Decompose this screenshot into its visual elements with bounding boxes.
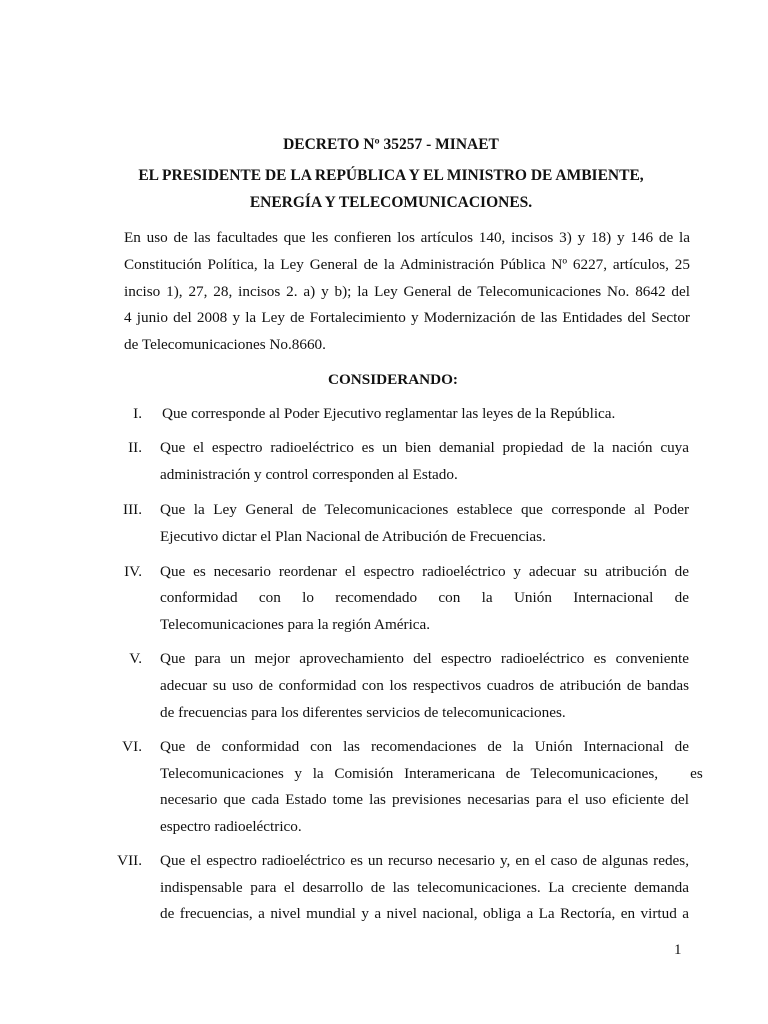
item-line: indispensable para el desarrollo de las telecomunicaciones. La creciente demanda <box>160 879 689 896</box>
item-numeral: VI. <box>122 738 142 755</box>
item-line: Telecomunicaciones para la región América. <box>160 616 431 633</box>
item-line: adecuar su uso de conformidad con los respectivos cuadros de atribución de bandas <box>160 677 689 694</box>
item-line: Que es necesario reordenar el espectro radioeléctrico y adecuar su atribución de <box>160 563 689 580</box>
item-line: administración y control corresponden al Estado. <box>160 466 458 483</box>
item-numeral: II. <box>128 439 142 456</box>
preamble-line: de Telecomunicaciones No.8660. <box>124 336 326 353</box>
item-numeral: III. <box>123 501 142 518</box>
item-line <box>160 589 689 607</box>
item-line: Que el espectro radioeléctrico es un bien demanial propiedad de la nación cuya <box>160 439 689 456</box>
item-line: de frecuencias, a nivel mundial y a nivel nacional, obliga a La Rectoría, en virtud a <box>160 905 689 922</box>
preamble-line: Constitución Política, la Ley General de la Administración Pública Nº 6227, artículos, 25 <box>124 256 690 273</box>
issuer-line-1: EL PRESIDENTE DE LA REPÚBLICA Y EL MINISTRO DE AMBIENTE, <box>138 167 644 184</box>
item-line: Ejecutivo dictar el Plan Nacional de Atribución de Frecuencias. <box>160 528 546 545</box>
preamble-line: inciso 1), 27, 28, incisos 2. a) y b); la Ley General de Telecomunicaciones No. 8642 del <box>124 283 690 300</box>
item-numeral: I. <box>133 405 142 422</box>
item-line: Que la Ley General de Telecomunicaciones establece que corresponde al Poder <box>160 501 689 518</box>
item-line: necesario que cada Estado tome las previsiones necesarias para el uso eficiente del <box>160 791 689 808</box>
item-numeral: V. <box>129 650 142 667</box>
item-line: Que para un mejor aprovechamiento del espectro radioeléctrico es conveniente <box>160 650 689 667</box>
item-numeral: IV. <box>124 563 142 580</box>
considerando-heading: CONSIDERANDO: <box>328 371 458 388</box>
item-numeral: VII. <box>117 852 142 869</box>
justified-text: conformidad con lo recomendado con la Unión Internacional de <box>160 589 689 606</box>
item-line: de frecuencias para los diferentes servicios de telecomunicaciones. <box>160 704 566 721</box>
decree-title: DECRETO Nº 35257 - MINAET <box>283 136 499 153</box>
item-line: Que de conformidad con las recomendaciones de la Unión Internacional de <box>160 738 689 755</box>
item-line: Que el espectro radioeléctrico es un recurso necesario y, en el caso de algunas redes, <box>160 852 689 869</box>
item-line: Que corresponde al Poder Ejecutivo reglamentar las leyes de la República. <box>162 405 616 422</box>
preamble-line: En uso de las facultades que les confieren los artículos 140, incisos 3) y 18) y 146 de la <box>124 229 690 246</box>
item-line: espectro radioeléctrico. <box>160 818 302 835</box>
preamble-line: 4 junio del 2008 y la Ley de Fortalecimiento y Modernización de las Entidades del Sector <box>124 309 690 326</box>
issuer-line-2: ENERGÍA Y TELECOMUNICACIONES. <box>249 194 533 211</box>
page-number: 1 <box>674 942 682 958</box>
item-line: Telecomunicaciones y la Comisión Interamericana de Telecomunicaciones, es <box>160 765 703 782</box>
